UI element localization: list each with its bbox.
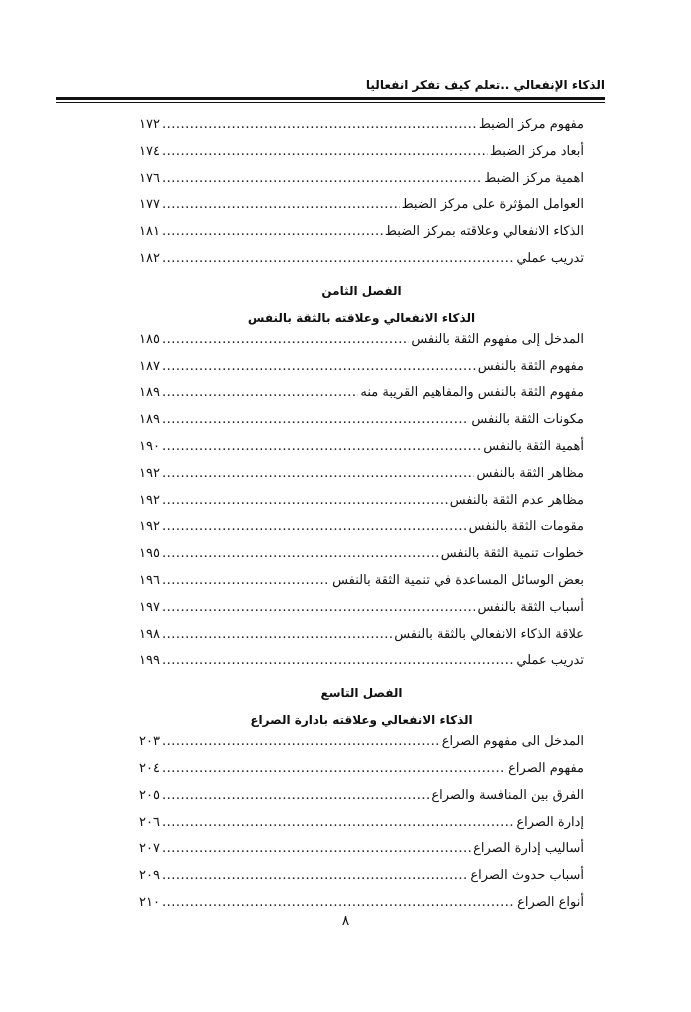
toc-entry: [139, 412, 584, 439]
chapter-heading: الذكاء الانفعالي وعلاقته بالثقة بالنفس: [247, 310, 476, 325]
toc-entry-title: أبعاد مركز الضبط: [489, 143, 584, 159]
toc-entry-page: ٢٠٤: [139, 760, 160, 776]
toc-entry: [139, 144, 584, 171]
dot-leader: [162, 171, 482, 186]
toc-entry: [139, 761, 584, 788]
toc-entry-title: خطوات تنمية الثقة بالنفس: [440, 546, 584, 562]
toc-entry-title: تدريب عملي: [516, 653, 584, 669]
toc-entry-page: ١٨١: [139, 224, 160, 240]
toc-entry-page: ١٨٢: [139, 250, 160, 266]
toc-entry: [139, 332, 584, 359]
dot-leader: [162, 117, 477, 132]
chapter-heading: الفصل الثامن: [321, 283, 402, 298]
toc-entry-page: ١٩٥: [139, 546, 160, 562]
toc-entry-page: ٢١٠: [139, 894, 160, 910]
toc-entry-title: بعض الوسائل المساعدة في تنمية الثقة بالنفس: [332, 572, 584, 588]
toc-entry-title: إدارة الصراع: [516, 814, 584, 830]
toc-entry-title: أسباب الثقة بالنفس: [477, 599, 584, 615]
dot-leader: [162, 600, 476, 615]
toc-entry-title: مفهوم الصراع: [508, 760, 584, 776]
dot-leader: [162, 359, 476, 374]
toc-entry-page: ٢٠٧: [139, 841, 160, 857]
toc-entry-page: ١٩٢: [139, 492, 160, 508]
toc-entry: [139, 653, 584, 680]
toc-entry-title: المدخل الى مفهوم الصراع: [441, 734, 584, 750]
toc-entry: [139, 493, 584, 520]
header-rule-thin: [56, 102, 605, 103]
toc-entry: [139, 439, 584, 466]
toc-entry-title: الفرق بين المنافسة والصراع: [431, 787, 584, 803]
toc-entry-title: أهمية الثقة بالنفس: [483, 438, 584, 454]
toc-entry-page: ٢٠٣: [139, 734, 160, 750]
toc-entry-page: ١٧٢: [139, 117, 160, 132]
toc-entry-title: مكونات الثقة بالنفس: [471, 412, 584, 428]
toc-entry: [139, 546, 584, 573]
dot-leader: [162, 841, 471, 856]
toc-entry: [139, 171, 584, 198]
toc-entry: [139, 573, 584, 600]
page-number: ٨: [341, 913, 350, 929]
dot-leader: [162, 546, 439, 561]
toc-entry: [139, 224, 584, 251]
toc-entry-page: ١٩٨: [139, 626, 160, 642]
toc-entry-title: مفهوم مركز الضبط: [478, 117, 584, 132]
dot-leader: [162, 895, 515, 910]
header-rule-thick: [56, 97, 605, 100]
toc-entry-page: ١٧٤: [139, 143, 160, 159]
toc-entry-page: ١٨٥: [139, 331, 160, 347]
dot-leader: [162, 439, 481, 454]
dot-leader: [162, 573, 330, 588]
toc-entry-title: علاقة الذكاء الانفعالي بالثقة بالنفس: [394, 626, 584, 642]
toc-entry-title: تدريب عملي: [516, 250, 584, 266]
toc-entry-page: ١٨٧: [139, 358, 160, 374]
toc-entry: [139, 359, 584, 386]
toc-entry-page: ١٩٠: [139, 438, 160, 454]
toc-entry: [139, 466, 584, 493]
toc-entry: [139, 251, 584, 278]
dot-leader: [162, 251, 514, 266]
dot-leader: [162, 385, 358, 400]
toc-entry-title: اهمية مركز الضبط: [484, 170, 584, 186]
toc-entry-title: الذكاء الانفعالي وعلاقته بمركز الضبط: [384, 224, 584, 240]
toc-entry: [139, 868, 584, 895]
dot-leader: [162, 224, 383, 239]
dot-leader: [162, 788, 429, 803]
toc-entry-page: ١٩٦: [139, 572, 160, 588]
toc-entry-page: ٢٠٩: [139, 868, 160, 884]
chapter-heading: الفصل التاسع: [320, 686, 403, 701]
toc-entry-page: ١٩٢: [139, 465, 160, 481]
toc-entry-title: مظاهر الثقة بالنفس: [476, 465, 584, 481]
toc-entry: [139, 117, 584, 144]
table-of-contents: [139, 117, 584, 922]
dot-leader: [162, 332, 409, 347]
toc-entry-page: ٢٠٦: [139, 814, 160, 830]
toc-entry-title: مقومات الثقة بالنفس: [468, 519, 584, 535]
toc-entry-title: أساليب إدارة الصراع: [473, 841, 584, 857]
toc-entry: [139, 627, 584, 654]
toc-entry-title: أسباب حدوث الصراع: [470, 868, 584, 884]
dot-leader: [162, 197, 400, 212]
dot-leader: [162, 815, 514, 830]
toc-entry: [139, 841, 584, 868]
toc-entry: [139, 519, 584, 546]
toc-entry-title: المدخل إلى مفهوم الثقة بالنفس: [411, 331, 584, 347]
toc-entry-title: مظاهر عدم الثقة بالنفس: [449, 492, 584, 508]
toc-entry: [139, 385, 584, 412]
toc-entry: [139, 600, 584, 627]
toc-entry-title: العوامل المؤثرة على مركز الضبط: [401, 197, 584, 213]
toc-entry: [139, 734, 584, 761]
dot-leader: [162, 734, 440, 749]
toc-entry-title: أنواع الصراع: [517, 894, 584, 910]
dot-leader: [162, 761, 506, 776]
toc-entry-page: ٢٠٥: [139, 787, 160, 803]
toc-entry-page: ١٩٢: [139, 519, 160, 535]
dot-leader: [162, 519, 467, 534]
running-header: الذكاء الإنفعالي ..تعلم كيف تفكر انفعاليا: [365, 78, 605, 92]
toc-entry-title: مفهوم الثقة بالنفس والمفاهيم القريبة منه: [360, 385, 584, 401]
toc-entry-page: ١٧٦: [139, 170, 160, 186]
toc-entry-page: ١٩٩: [139, 653, 160, 669]
toc-entry-page: ١٨٩: [139, 385, 160, 401]
dot-leader: [162, 653, 514, 668]
toc-entry: [139, 788, 584, 815]
chapter-heading: الذكاء الانفعالي وعلاقته بادارة الصراع: [250, 713, 473, 728]
toc-entry-title: مفهوم الثقة بالنفس: [477, 358, 584, 374]
dot-leader: [162, 466, 475, 481]
dot-leader: [162, 627, 392, 642]
toc-entry: [139, 815, 584, 842]
toc-entry-page: ١٩٧: [139, 599, 160, 615]
dot-leader: [162, 868, 468, 883]
toc-entry-page: ١٨٩: [139, 412, 160, 428]
toc-entry-page: ١٧٧: [139, 197, 160, 213]
toc-entry: [139, 197, 584, 224]
dot-leader: [162, 144, 488, 159]
dot-leader: [162, 493, 448, 508]
dot-leader: [162, 412, 469, 427]
